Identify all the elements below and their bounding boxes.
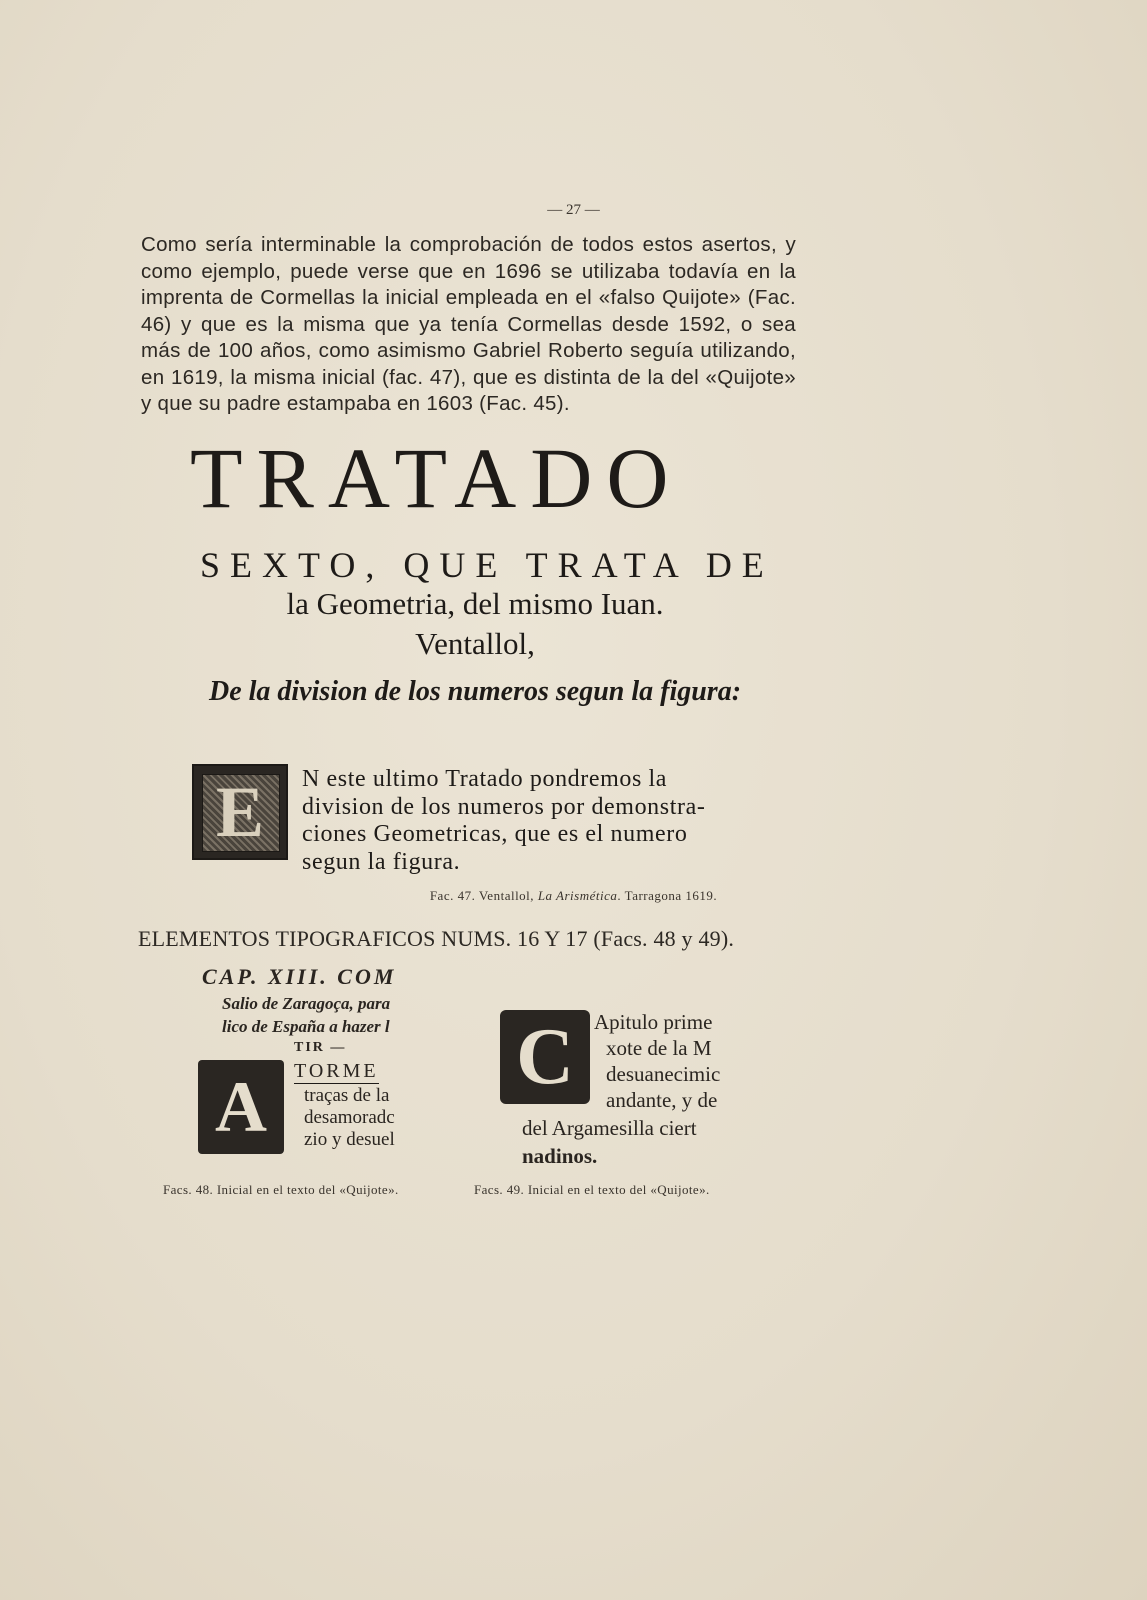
facsimile-49-line: desuanecimic	[606, 1062, 721, 1086]
facsimile-49-line: Apitulo prime	[594, 1010, 713, 1034]
caption-fac-48: Facs. 48. Inicial en el texto del «Quijote».	[163, 1182, 399, 1197]
decorated-initial-a	[198, 1060, 284, 1154]
section-title: ELEMENTOS TIPOGRAFICOS NUMS. 16 Y 17 (Facs. 48 y 49).	[138, 926, 735, 951]
facsimile-48-line: TORME	[294, 1060, 379, 1082]
caption-fac-49: Facs. 49. Inicial en el texto del «Quijote».	[474, 1182, 710, 1197]
facsimile-48-line: zio y desuel	[304, 1129, 395, 1150]
initial-letter: A	[215, 1067, 267, 1147]
facsimile-49-line: andante, y de	[606, 1088, 718, 1112]
initial-letter: C	[516, 1013, 574, 1101]
facsimile-49-line: xote de la M	[606, 1036, 712, 1060]
facsimile-subtitle-2: la Geometria, del mismo Iuan.	[286, 586, 664, 621]
facsimile-48-line: traças de la	[304, 1085, 390, 1106]
page-number: — 27 —	[547, 202, 600, 218]
decorated-initial-e	[192, 764, 288, 860]
facsimile-subtitle-3: Ventallol,	[415, 626, 535, 661]
intro-paragraph: Como sería interminable la comprobación de todos estos asertos, y como ejemplo, puede verse que en 1696 se utilizaba todavía en la imprenta de Cormellas la inicial empleada en el «falso Quijote» (Fac. 46) y que es la misma que ya tenía Cormellas desde 1592, o sea más de 100 años, como asimismo Gabriel Roberto seguía utilizando, en 1619, la misma inicial (fac. 47), que es distinta de la del «Quijote» y que su padre estampaba en 1603 (Fac. 45).	[141, 233, 796, 415]
facsimile-48-line: lico de España a hazer l	[222, 1017, 390, 1036]
facsimile-body-line: division de los numeros por demonstra-	[302, 793, 706, 820]
initial-letter: E	[215, 772, 265, 852]
facsimile-heading: De la division de los numeros segun la figura:	[208, 676, 742, 707]
facsimile-48	[198, 964, 438, 1174]
facsimile-48-line: desamoradc	[304, 1107, 395, 1128]
caption-suffix: . Tarragona 1619.	[617, 888, 718, 903]
facsimile-49-line: nadinos.	[522, 1144, 598, 1168]
facsimile-48-line: TIR —	[294, 1040, 347, 1055]
facsimile-48-line: Salio de Zaragoça, para	[222, 994, 391, 1013]
caption-prefix: Fac. 47. Ventallol,	[429, 888, 538, 903]
facsimile-body-line: N este ultimo Tratado pondremos la	[302, 766, 668, 792]
facsimile-body	[302, 766, 762, 876]
facsimile-49	[500, 1010, 750, 1180]
facsimile-subtitle-1: SEXTO, QUE TRATA DE	[200, 545, 774, 585]
facsimile-49-line: del Argamesilla ciert	[522, 1116, 697, 1140]
facsimile-body-line: ciones Geometricas, que es el numero	[302, 821, 688, 847]
facsimile-48-line: CAP. XIII. COM	[202, 964, 397, 989]
decorated-initial-c	[500, 1010, 590, 1104]
caption-book-title: La Arismética	[537, 888, 618, 903]
facsimile-title: TRATADO	[190, 430, 683, 526]
caption-fac-47	[0, 888, 1147, 904]
facsimile-body-line: segun la figura.	[302, 848, 461, 875]
